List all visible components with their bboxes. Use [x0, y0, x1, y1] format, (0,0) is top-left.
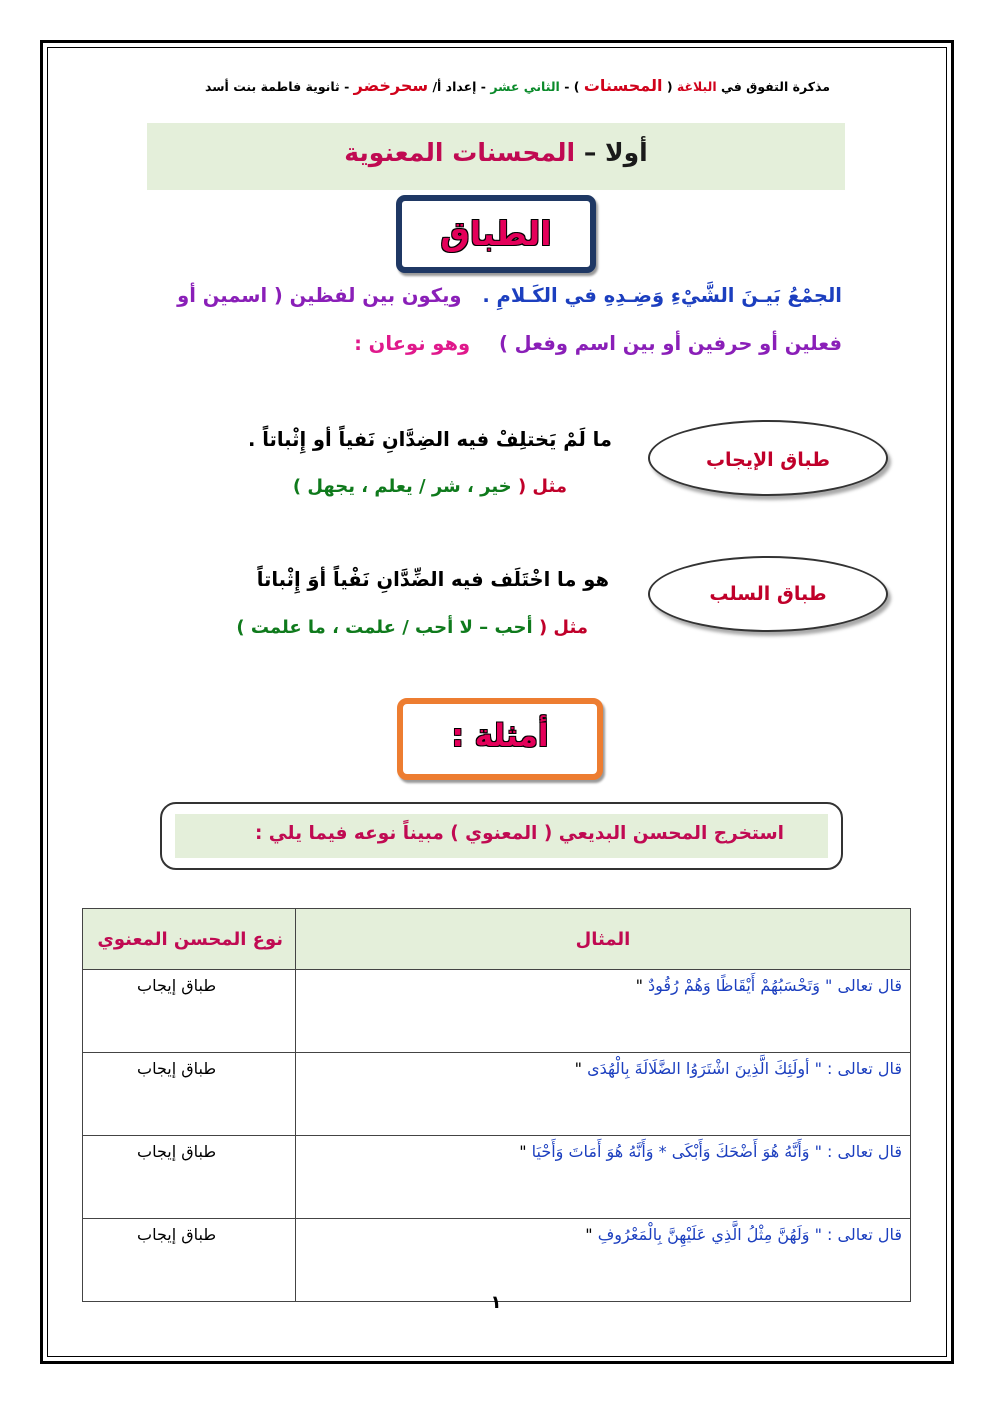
type-cell: طباق إيجاب [83, 1053, 296, 1136]
verse-close: " [585, 1225, 598, 1244]
section-title-first: أولا – [583, 138, 648, 167]
type-cell: طباق إيجاب [83, 1219, 296, 1302]
type-cell: طباق إيجاب [83, 1136, 296, 1219]
table-row [83, 1219, 911, 1302]
table-row [83, 970, 911, 1053]
tibaq-title: الطباق [440, 214, 552, 253]
verse-text: وَلَهُنَّ مِثْلُ الَّذِي عَلَيْهِنَّ بِالْمَعْرُوفِ [597, 1225, 810, 1244]
header-prefix: مذكرة التفوق في [720, 79, 830, 94]
example-cell [296, 1219, 911, 1302]
table-header-row [83, 909, 911, 970]
example-ijab [293, 476, 567, 497]
type-label-ijab: طباق الإيجاب [705, 449, 831, 471]
header-example: المثال [296, 909, 911, 970]
header-topic: المحسنات [583, 76, 663, 95]
verse-close: " [635, 976, 649, 995]
verse-text: وَتَحْسَبُهُمْ أَيْقَاظًا وَهُمْ رُقُودٌ [648, 976, 820, 995]
verse-intro: قال تعالى " [819, 976, 902, 995]
example-label: مثل ( [538, 617, 588, 638]
task-instruction [175, 823, 828, 844]
table-row [83, 1053, 911, 1136]
tibaq-definition-line-2 [354, 332, 842, 355]
header-author: سحرخضر [353, 76, 429, 95]
tibaq-definition-line-1 [177, 284, 842, 307]
example-words: خير ، شر / يعلم ، يجهل ) [292, 476, 512, 497]
header-paren: ( [666, 79, 673, 94]
example-label: مثل ( [517, 476, 567, 497]
header-prepared-by: - إعداد أ/ [432, 79, 486, 94]
tibaq-definition: الجمْعُ بَيـنَ الشَّيْءِ وَضِـدِهِ في الكَـلامِ . [482, 284, 842, 307]
tibaq-definition-types: ويكون بين لفظين ( اسمين أو [177, 284, 462, 307]
examples-table [82, 908, 911, 1302]
verse-text: أولَئِكَ الَّذِينَ اشْتَرَوُا الضَّلَالَةَ بِالْهُدَى [587, 1059, 810, 1078]
verse-intro: قال تعالى : " [809, 1142, 902, 1161]
examples-title: أمثلة : [451, 718, 549, 754]
example-cell [296, 970, 911, 1053]
type-label-salb: طباق السلب [709, 583, 827, 605]
rule-ijab: ما لَمْ يَختلِفْ فيه الضِدَّانِ نَفياً أو إِثْباتاً . [248, 428, 612, 451]
example-salb [236, 617, 588, 638]
example-words: أحب – لا أحب / علمت ، ما علمت ) [236, 617, 533, 638]
tibaq-definition-types-2: فعلين أو حرفين أو بين اسم وفعل ) [498, 332, 842, 355]
table-row [83, 1136, 911, 1219]
type-cell: طباق إيجاب [83, 970, 296, 1053]
example-cell [296, 1053, 911, 1136]
header-school: - ثانوية فاطمة بنت أسد [205, 79, 350, 94]
rule-salb: هو ما اخْتَلَف فيه الضِّدَّانِ نَفْياً أوَ إِثْباتاً [256, 568, 609, 591]
verse-intro: قال تعالى : " [809, 1059, 902, 1078]
header-type: نوع المحسن المعنوي [83, 909, 296, 970]
header-grade: الثاني عشر [490, 79, 560, 94]
header-subject: البلاغة [676, 79, 717, 94]
example-cell [296, 1136, 911, 1219]
section-title-rest: المحسنات المعنوية [344, 138, 576, 167]
page-header [150, 76, 830, 95]
verse-close: " [574, 1059, 588, 1078]
verse-close: " [519, 1142, 532, 1161]
tibaq-two-kinds: وهو نوعان : [354, 332, 471, 355]
header-paren-close: ) - [564, 79, 580, 94]
verse-text: وَأَنَّهُ هُوَ أَضْحَكَ وَأَبْكَى * وَأَنَّهُ هُوَ أَمَاتَ وَأَحْيَا [531, 1142, 810, 1161]
task-text: استخرج المحسن البديعي ( المعنوي ) مبيناً نوعه فيما يلي : [254, 823, 784, 844]
section-title [147, 138, 845, 167]
page-number: ١ [490, 1292, 502, 1313]
verse-intro: قال تعالى : " [809, 1225, 902, 1244]
